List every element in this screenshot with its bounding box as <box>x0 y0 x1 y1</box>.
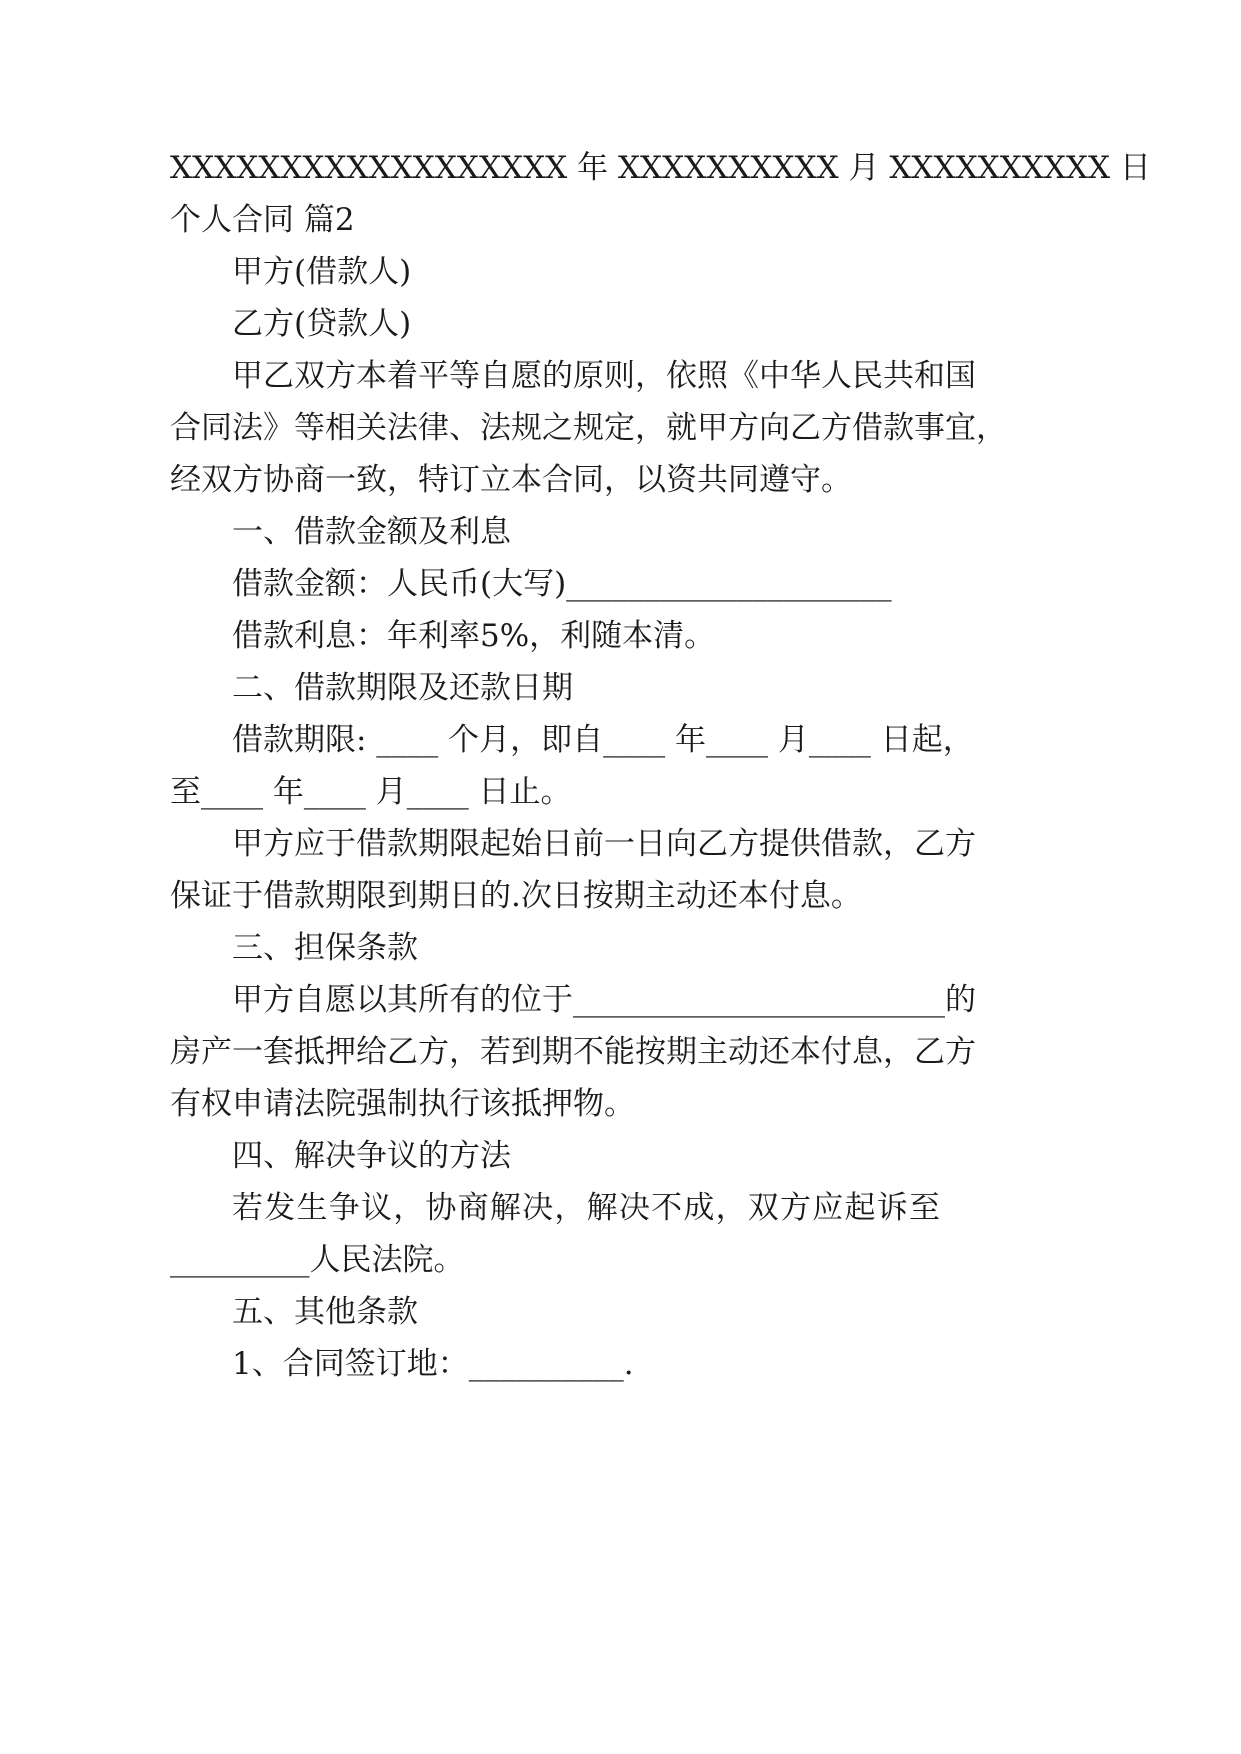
section-5-heading: 五、其他条款 <box>232 1294 418 1330</box>
date-line: XXXXXXXXXXXXXXXXXX 年 XXXXXXXXXX 月 XXXXXXXXXX 日 <box>170 150 1151 186</box>
loan-term-line-1: 借款期限: ____ 个月，即自____ 年____ 月____ 日起， <box>232 722 974 758</box>
section-1-heading: 一、借款金额及利息 <box>232 514 511 550</box>
repayment-line-1: 甲方应于借款期限起始日前一日向乙方提供借款，乙方 <box>232 826 976 862</box>
section-title: 个人合同 篇2 <box>170 202 355 238</box>
party-b: 乙方(贷款人) <box>232 306 412 342</box>
dispute-line-1: 若发生争议，协商解决，解决不成，双方应起诉至 <box>232 1190 940 1226</box>
guarantee-line-3: 有权申请法院强制执行该抵押物。 <box>170 1086 635 1122</box>
loan-term-line-2: 至____ 年____ 月____ 日止。 <box>170 774 572 810</box>
section-4-heading: 四、解决争议的方法 <box>232 1138 511 1174</box>
loan-interest-line: 借款利息：年利率5%，利随本清。 <box>232 618 716 654</box>
guarantee-line-2: 房产一套抵押给乙方，若到期不能按期主动还本付息，乙方 <box>170 1034 976 1070</box>
repayment-line-2: 保证于借款期限到期日的.次日按期主动还本付息。 <box>170 878 862 914</box>
signing-place-line: 1、合同签订地：__________. <box>232 1346 634 1382</box>
section-3-heading: 三、担保条款 <box>232 930 418 966</box>
intro-line-2: 合同法》等相关法律、法规之规定，就甲方向乙方借款事宜， <box>170 410 1007 446</box>
dispute-line-2: _________人民法院。 <box>170 1242 465 1278</box>
section-2-heading: 二、借款期限及还款日期 <box>232 670 573 706</box>
intro-line-1: 甲乙双方本着平等自愿的原则，依照《中华人民共和国 <box>232 358 976 394</box>
intro-line-3: 经双方协商一致，特订立本合同，以资共同遵守。 <box>170 462 852 498</box>
guarantee-line-1: 甲方自愿以其所有的位于________________________的 <box>232 982 976 1018</box>
loan-amount-line: 借款金额：人民币(大写)_____________________ <box>232 566 892 602</box>
party-a: 甲方(借款人) <box>232 254 412 290</box>
